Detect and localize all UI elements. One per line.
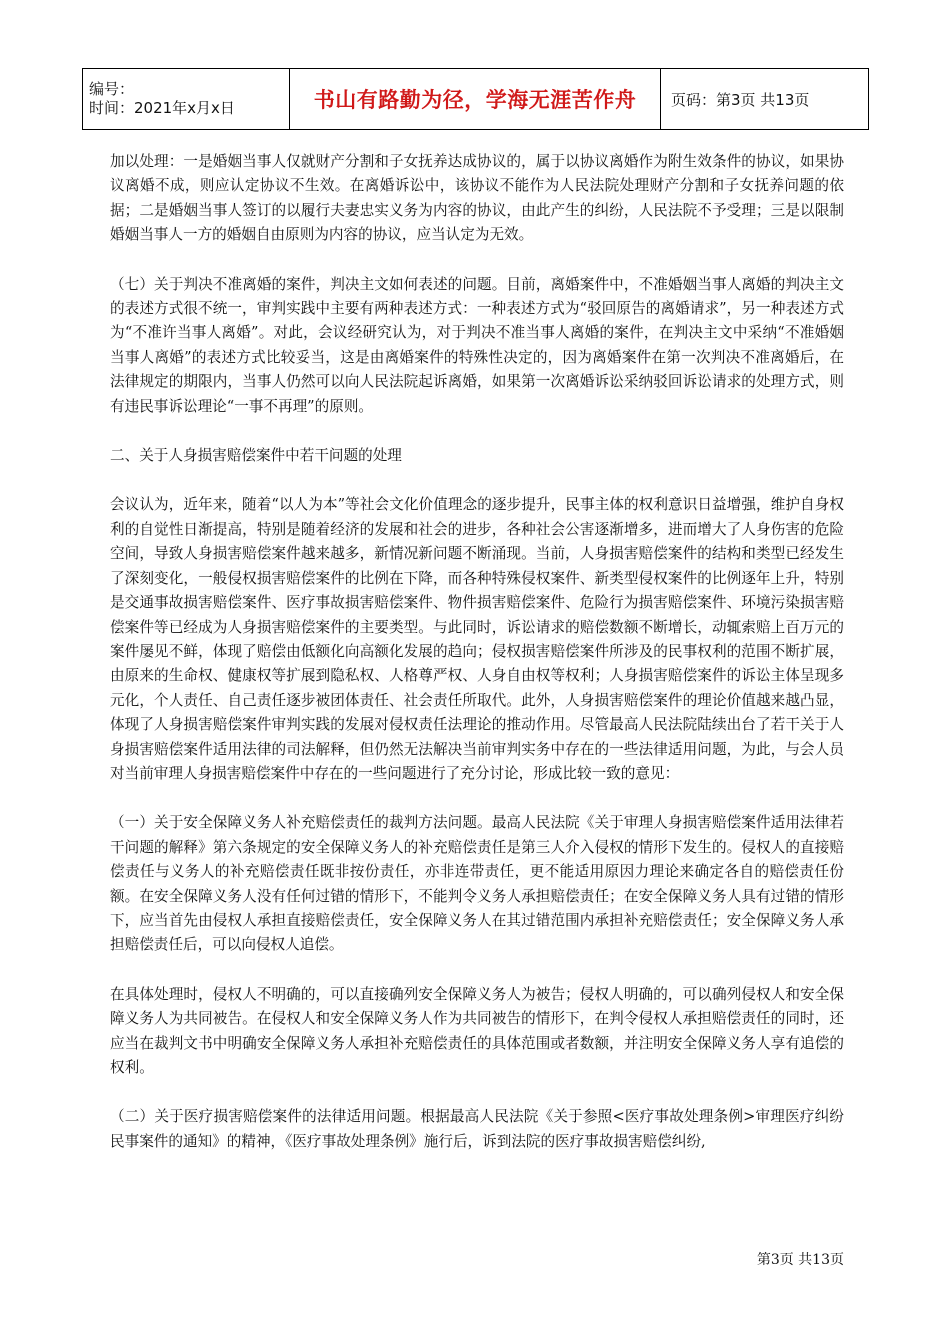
paragraph: （二）关于医疗损害赔偿案件的法律适用问题。根据最高人民法院《关于参照<医疗事故处理条例>审理医疗纠纷民事案件的通知》的精神，《医疗事故处理条例》施行后，诉到法院的医疗事故损害赔偿纠纷, [110, 1108, 844, 1150]
paragraph: （一）关于安全保障义务人补充赔偿责任的裁判方法问题。最高人民法院《关于审理人身损害赔偿案件适用法律若干问题的解释》第六条规定的安全保障义务人的补充赔偿责任是第三人介入侵权的情形下发生的。侵权人的直接赔偿责任与义务人的补充赔偿责任既非按份责任，亦非连带责任，更不能适用原因力理论来确定各自的赔偿责任份额。在安全保障义务人没有任何过错的情形下，不能判令义务人承担赔偿责任；在安全保障义务人具有过错的情形下，应当首先由侵权人承担直接赔偿责任，安全保障义务人在其过错范围内承担补充赔偿责任；安全保障义务人承担赔偿责任后，可以向侵权人追偿。 [110, 814, 844, 954]
section-heading: 二、关于人身损害赔偿案件中若干问题的处理 [110, 447, 402, 465]
paragraph: 会议认为，近年来，随着“以人为本”等社会文化价值理念的逐步提升，民事主体的权利意识日益增强，维护自身权利的自觉性日渐提高，特别是随着经济的发展和社会的进步，各种社会公害逐渐增多，进而增大了人身伤害的危险空间，导致人身损害赔偿案件越来越多，新情况新问题不断涌现。当前，人身损害赔偿案件的结构和类型已经发生了深刻变化，一般侵权损害赔偿案件的比例在下降，而各种特殊侵权案件、新类型侵权案件的比例逐年上升，特别是交通事故损害赔偿案件、医疗事故损害赔偿案件、物件损害赔偿案件、危险行为损害赔偿案件、环境污染损害赔偿案件等已经成为人身损害赔偿案件的主要类型。与此同时，诉讼请求的赔偿数额不断增长，动辄索赔上百万元的案件屡见不鲜，体现了赔偿由低额化向高额化发展的趋向；侵权损害赔偿案件所涉及的民事权利的范围不断扩展，由原来的生命权、健康权等扩展到隐私权、人格尊严权、人身自由权等权利；人身损害赔偿案件的诉讼主体呈现多元化，个人责任、自己责任逐步被团体责任、社会责任所取代。此外，人身损害赔偿案件的理论价值越来越凸显，体现了人身损害赔偿案件审判实践的发展对侵权责任法理论的推动作用。尽管最高人民法院陆续出台了若干关于人身损害赔偿案件适用法律的司法解释，但仍然无法解决当前审判实务中存在的一些法律适用问题，为此，与会人员对当前审理人身损害赔偿案件中存在的一些问题进行了充分讨论，形成比较一致的意见： [110, 496, 844, 782]
header-page-number: 页码：第3页 共13页 [661, 69, 869, 130]
header-meta-cell [83, 69, 290, 130]
paragraph: （七）关于判决不准离婚的案件，判决主文如何表述的问题。目前，离婚案件中，不准婚姻当事人离婚的判决主文的表述方式很不统一，审判实践中主要有两种表述方式：一种表述方式为“驳回原告的离婚请求”，另一种表述方式为“不准许当事人离婚”。对此，会议经研究认为，对于判决不准当事人离婚的案件，在判决主文中采纳“不准婚姻当事人离婚”的表述方式比较妥当，这是由离婚案件的特殊性决定的，因为离婚案件在第一次判决不准离婚后，在法律规定的期限内，当事人仍然可以向人民法院起诉离婚，如果第一次离婚诉讼采纳驳回诉讼请求的处理方式，则有违民事诉讼理论“一事不再理”的原则。 [110, 275, 844, 415]
document-number-label: 编号： [89, 80, 135, 98]
header-motto: 书山有路勤为径，学海无涯苦作舟 [290, 69, 661, 130]
paragraph: 在具体处理时，侵权人不明确的，可以直接确列安全保障义务人为被告；侵权人明确的，可以确列侵权人和安全保障义务人为共同被告。在侵权人和安全保障义务人作为共同被告的情形下，在判令侵权人承担赔偿责任的同时，还应当在裁判文书中明确安全保障义务人承担补充赔偿责任的具体范围或者数额，并注明安全保障义务人享有追偿的权利。 [110, 985, 844, 1076]
document-body [110, 150, 844, 1179]
paragraph: 加以处理：一是婚姻当事人仅就财产分割和子女抚养达成协议的，属于以协议离婚作为附生效条件的协议，如果协议离婚不成，则应认定协议不生效。在离婚诉讼中，该协议不能作为人民法院处理财产分割和子女抚养问题的依据；二是婚姻当事人签订的以履行夫妻忠实义务为内容的协议，由此产生的纠纷，人民法院不予受理；三是以限制婚姻当事人一方的婚姻自由原则为内容的协议，应当认定为无效。 [110, 153, 844, 244]
document-date: 时间：2021年x月x日 [89, 99, 235, 117]
document-header [82, 68, 869, 130]
footer-page-number: 第3页 共13页 [756, 1252, 844, 1268]
